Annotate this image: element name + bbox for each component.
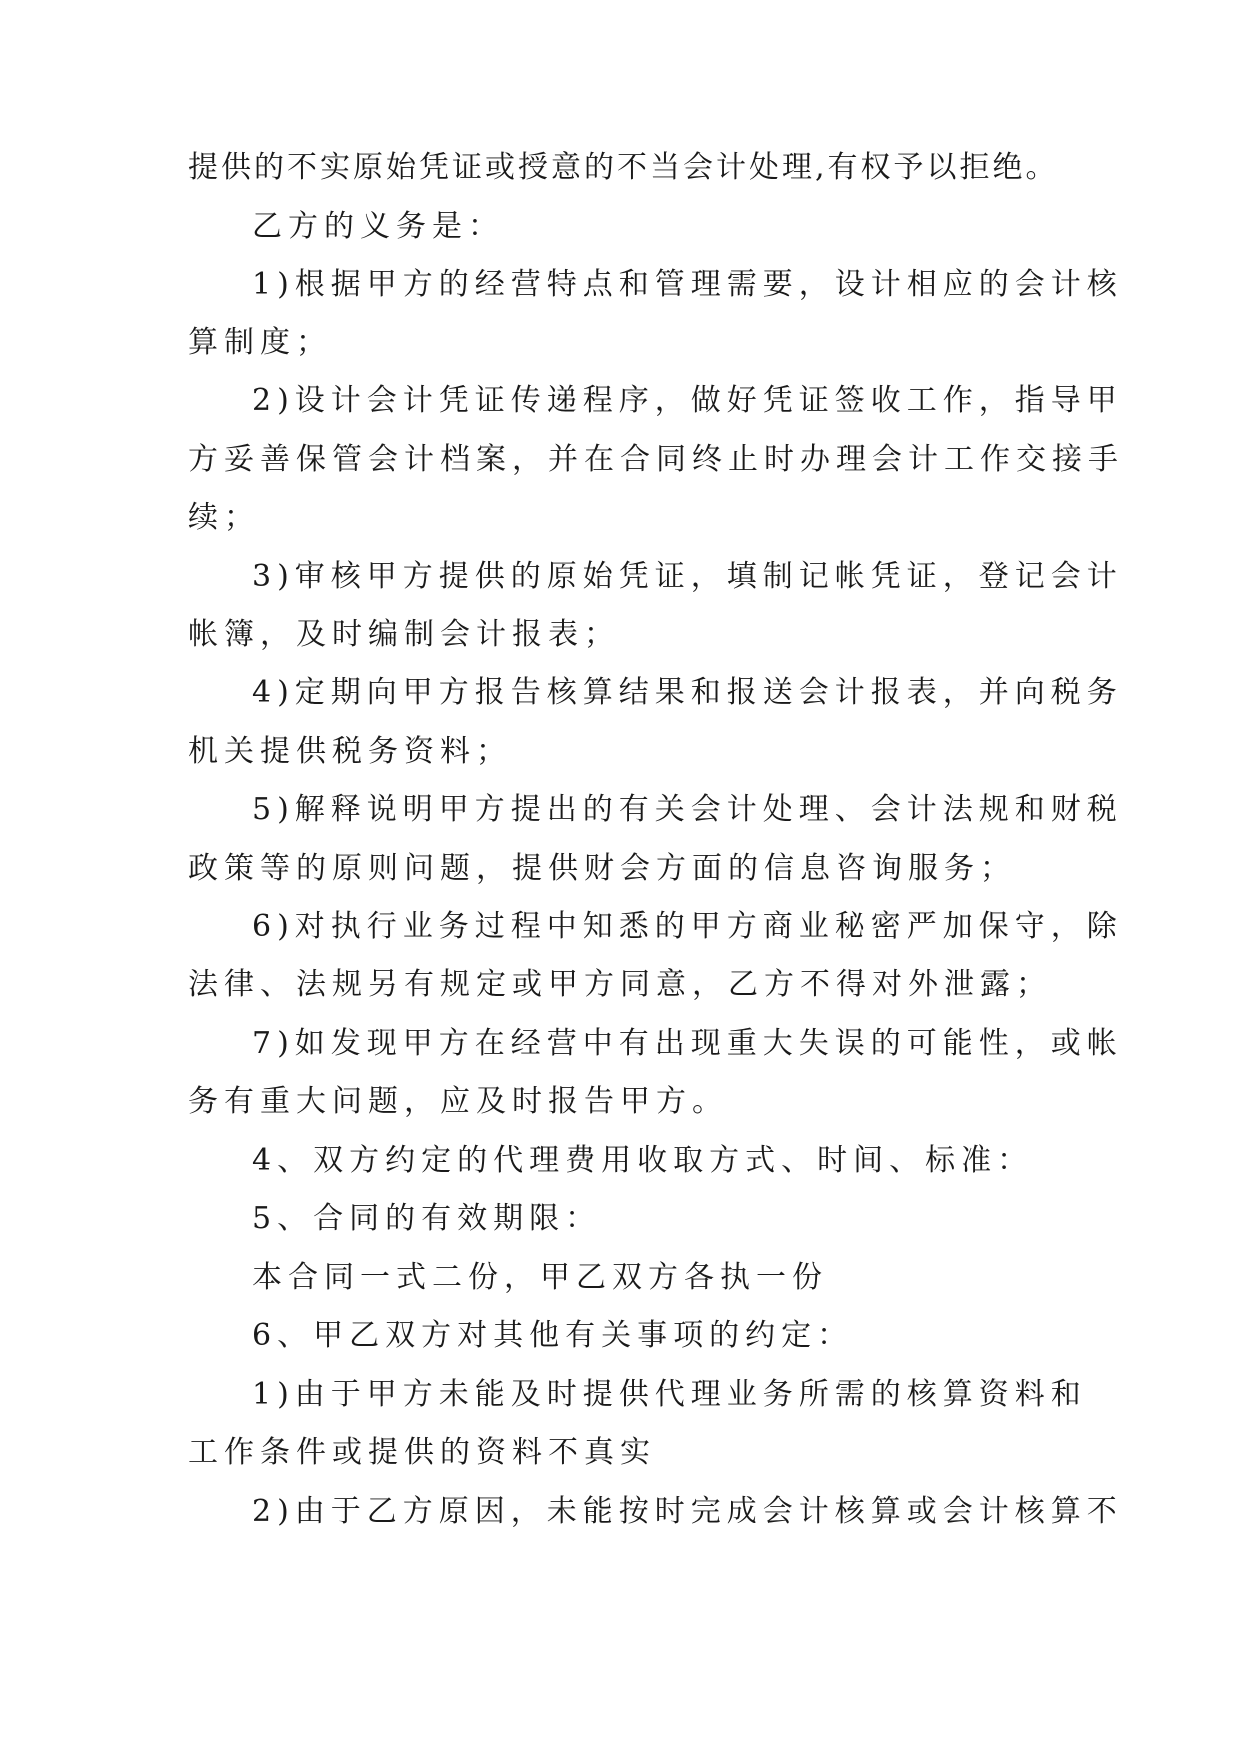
text-line: 方妥善保管会计档案，并在合同终止时办理会计工作交接手 bbox=[188, 442, 1124, 477]
text-line: 4)定期向甲方报告核算结果和报送会计报表，并向税务 bbox=[252, 675, 1123, 710]
text-line: 政策等的原则问题，提供财会方面的信息咨询服务； bbox=[188, 851, 1016, 886]
text-line: 务有重大问题，应及时报告甲方。 bbox=[188, 1084, 728, 1119]
text-line: 1)根据甲方的经营特点和管理需要，设计相应的会计核 bbox=[252, 267, 1123, 302]
text-line: 机关提供税务资料； bbox=[188, 734, 512, 769]
text-line: 6)对执行业务过程中知悉的甲方商业秘密严加保守，除 bbox=[252, 909, 1123, 944]
text-line: 工作条件或提供的资料不真实 bbox=[188, 1435, 656, 1470]
text-line: 3)审核甲方提供的原始凭证，填制记帐凭证，登记会计 bbox=[252, 559, 1123, 594]
text-line: 续； bbox=[188, 500, 260, 535]
text-line: 帐簿，及时编制会计报表； bbox=[188, 617, 620, 652]
text-line: 4、双方约定的代理费用收取方式、时间、标准： bbox=[252, 1143, 1034, 1178]
text-line: 2)设计会计凭证传递程序，做好凭证签收工作，指导甲 bbox=[252, 383, 1123, 418]
text-line: 6、甲乙双方对其他有关事项的约定： bbox=[252, 1318, 854, 1353]
text-line: 5、合同的有效期限： bbox=[252, 1201, 602, 1236]
text-line: 本合同一式二份，甲乙双方各执一份 bbox=[252, 1260, 828, 1295]
text-line: 2)由于乙方原因，未能按时完成会计核算或会计核算不 bbox=[252, 1494, 1123, 1529]
text-line: 乙方的义务是： bbox=[252, 209, 504, 244]
text-line: 7)如发现甲方在经营中有出现重大失误的可能性，或帐 bbox=[252, 1026, 1123, 1061]
text-line: 算制度； bbox=[188, 325, 332, 360]
text-line: 法律、法规另有规定或甲方同意，乙方不得对外泄露； bbox=[188, 967, 1052, 1002]
text-line: 5)解释说明甲方提出的有关会计处理、会计法规和财税 bbox=[252, 792, 1123, 827]
text-line: 1)由于甲方未能及时提供代理业务所需的核算资料和 bbox=[252, 1377, 1087, 1412]
text-line: 提供的不实原始凭证或授意的不当会计处理,有权予以拒绝。 bbox=[188, 150, 1059, 185]
